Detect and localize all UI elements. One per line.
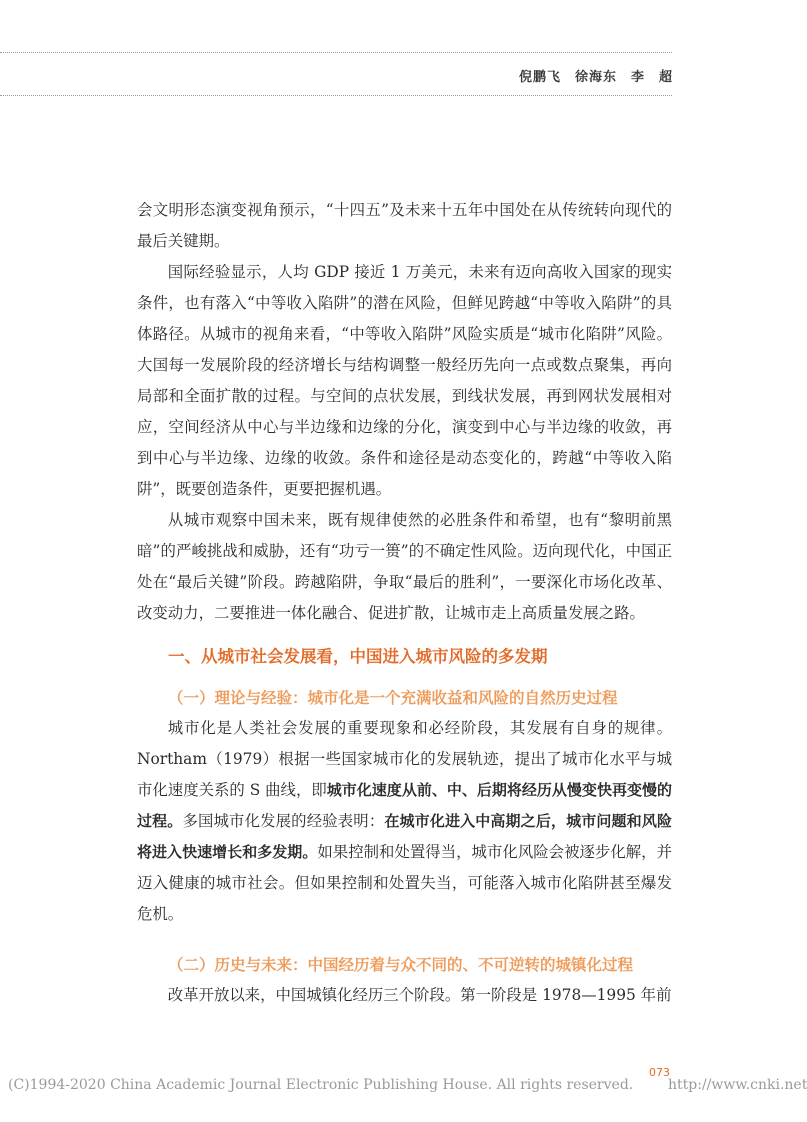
paragraph-4-text-d: 如果控制和处置得当，城市化风险会被逐步化解，并迈入健康的城市社会。但如果控制和处置失当，可能落入城市化陷阱甚至爆发危机。 (137, 843, 672, 923)
paragraph-4-bold-1: 城市化速度从前、中、后期将经历从慢变快再变慢的过程。 (137, 781, 672, 830)
paragraph-4-text-a: 城市化是人类社会发展的重要现象和必经阶段，其发展有自身的规律。Northam（1979）根据一些国家城市化的发展轨迹，提出了城市化水平与城市化速度关系的 S 曲线，即 (137, 719, 672, 799)
page-number: 073 (649, 1066, 670, 1079)
paragraph-4-text-c: 多国城市化发展的经验表明： (182, 812, 385, 830)
paragraph-2: 国际经验显示，人均 GDP 接近 1 万美元，未来有迈向高收入国家的现实条件，也有落入“中等收入陷阱”的潜在风险，但鲜见跨越“中等收入陷阱”的具体路径。从城市的视角来看，“中等收入陷阱”风险实质是“城市化陷阱”风险。大国每一发展阶段的经济增长与结构调整一般经历先向一点或数点聚集，再向局部和全面扩散的过程。与空间的点状发展，到线状发展，再到网状发展相对应，空间经济从中心与半边缘和边缘的分化，演变到中心与半边缘的收敛，再到中心与半边缘、边缘的收敛。条件和途径是动态变化的，跨越“中等收入陷阱”，既要创造条件，更要把握机遇。 (137, 263, 672, 498)
paragraph-3: 从城市观察中国未来，既有规律使然的必胜条件和希望，也有“黎明前黑暗”的严峻挑战和威胁，还有“功亏一篑”的不确定性风险。迈向现代化，中国正处在“最后关键”阶段。跨越陷阱，争取“最后的胜利”，一要深化市场化改革、改变动力，二要推进一体化融合、促进扩散，让城市走上高质量发展之路。 (137, 511, 672, 622)
section-heading-1: 一、从城市社会发展看，中国进入城市风险的多发期 (168, 647, 548, 666)
subsection-heading-2: （二）历史与未来：中国经历着与众不同的、不可逆转的城镇化过程 (168, 956, 634, 974)
paragraph-5: 改革开放以来，中国城镇化经历三个阶段。第一阶段是 1978—1995 年前 (167, 986, 672, 1004)
paragraph-4 (137, 713, 672, 930)
paragraph-1: 会文明形态演变视角预示，“十四五”及未来十五年中国处在从传统转向现代的最后关键期。 (137, 201, 672, 250)
header-rule-top (0, 52, 672, 53)
subsection-heading-1: （一）理论与经验：城市化是一个充满收益和风险的自然历史过程 (168, 689, 618, 707)
paragraph-4-bold-2: 在城市化进入中高期之后，城市问题和风险将进入快速增长和多发期。 (137, 812, 672, 861)
header-rule-bottom (0, 95, 672, 96)
author-names: 倪鹏飞 徐海东 李 超 (518, 70, 673, 85)
article-body (137, 195, 672, 1011)
copyright-notice: (C)1994-2020 China Academic Journal Electronic Publishing House. All rights reserved. (8, 1077, 634, 1093)
footer-url: http://www.cnki.net (668, 1077, 807, 1093)
